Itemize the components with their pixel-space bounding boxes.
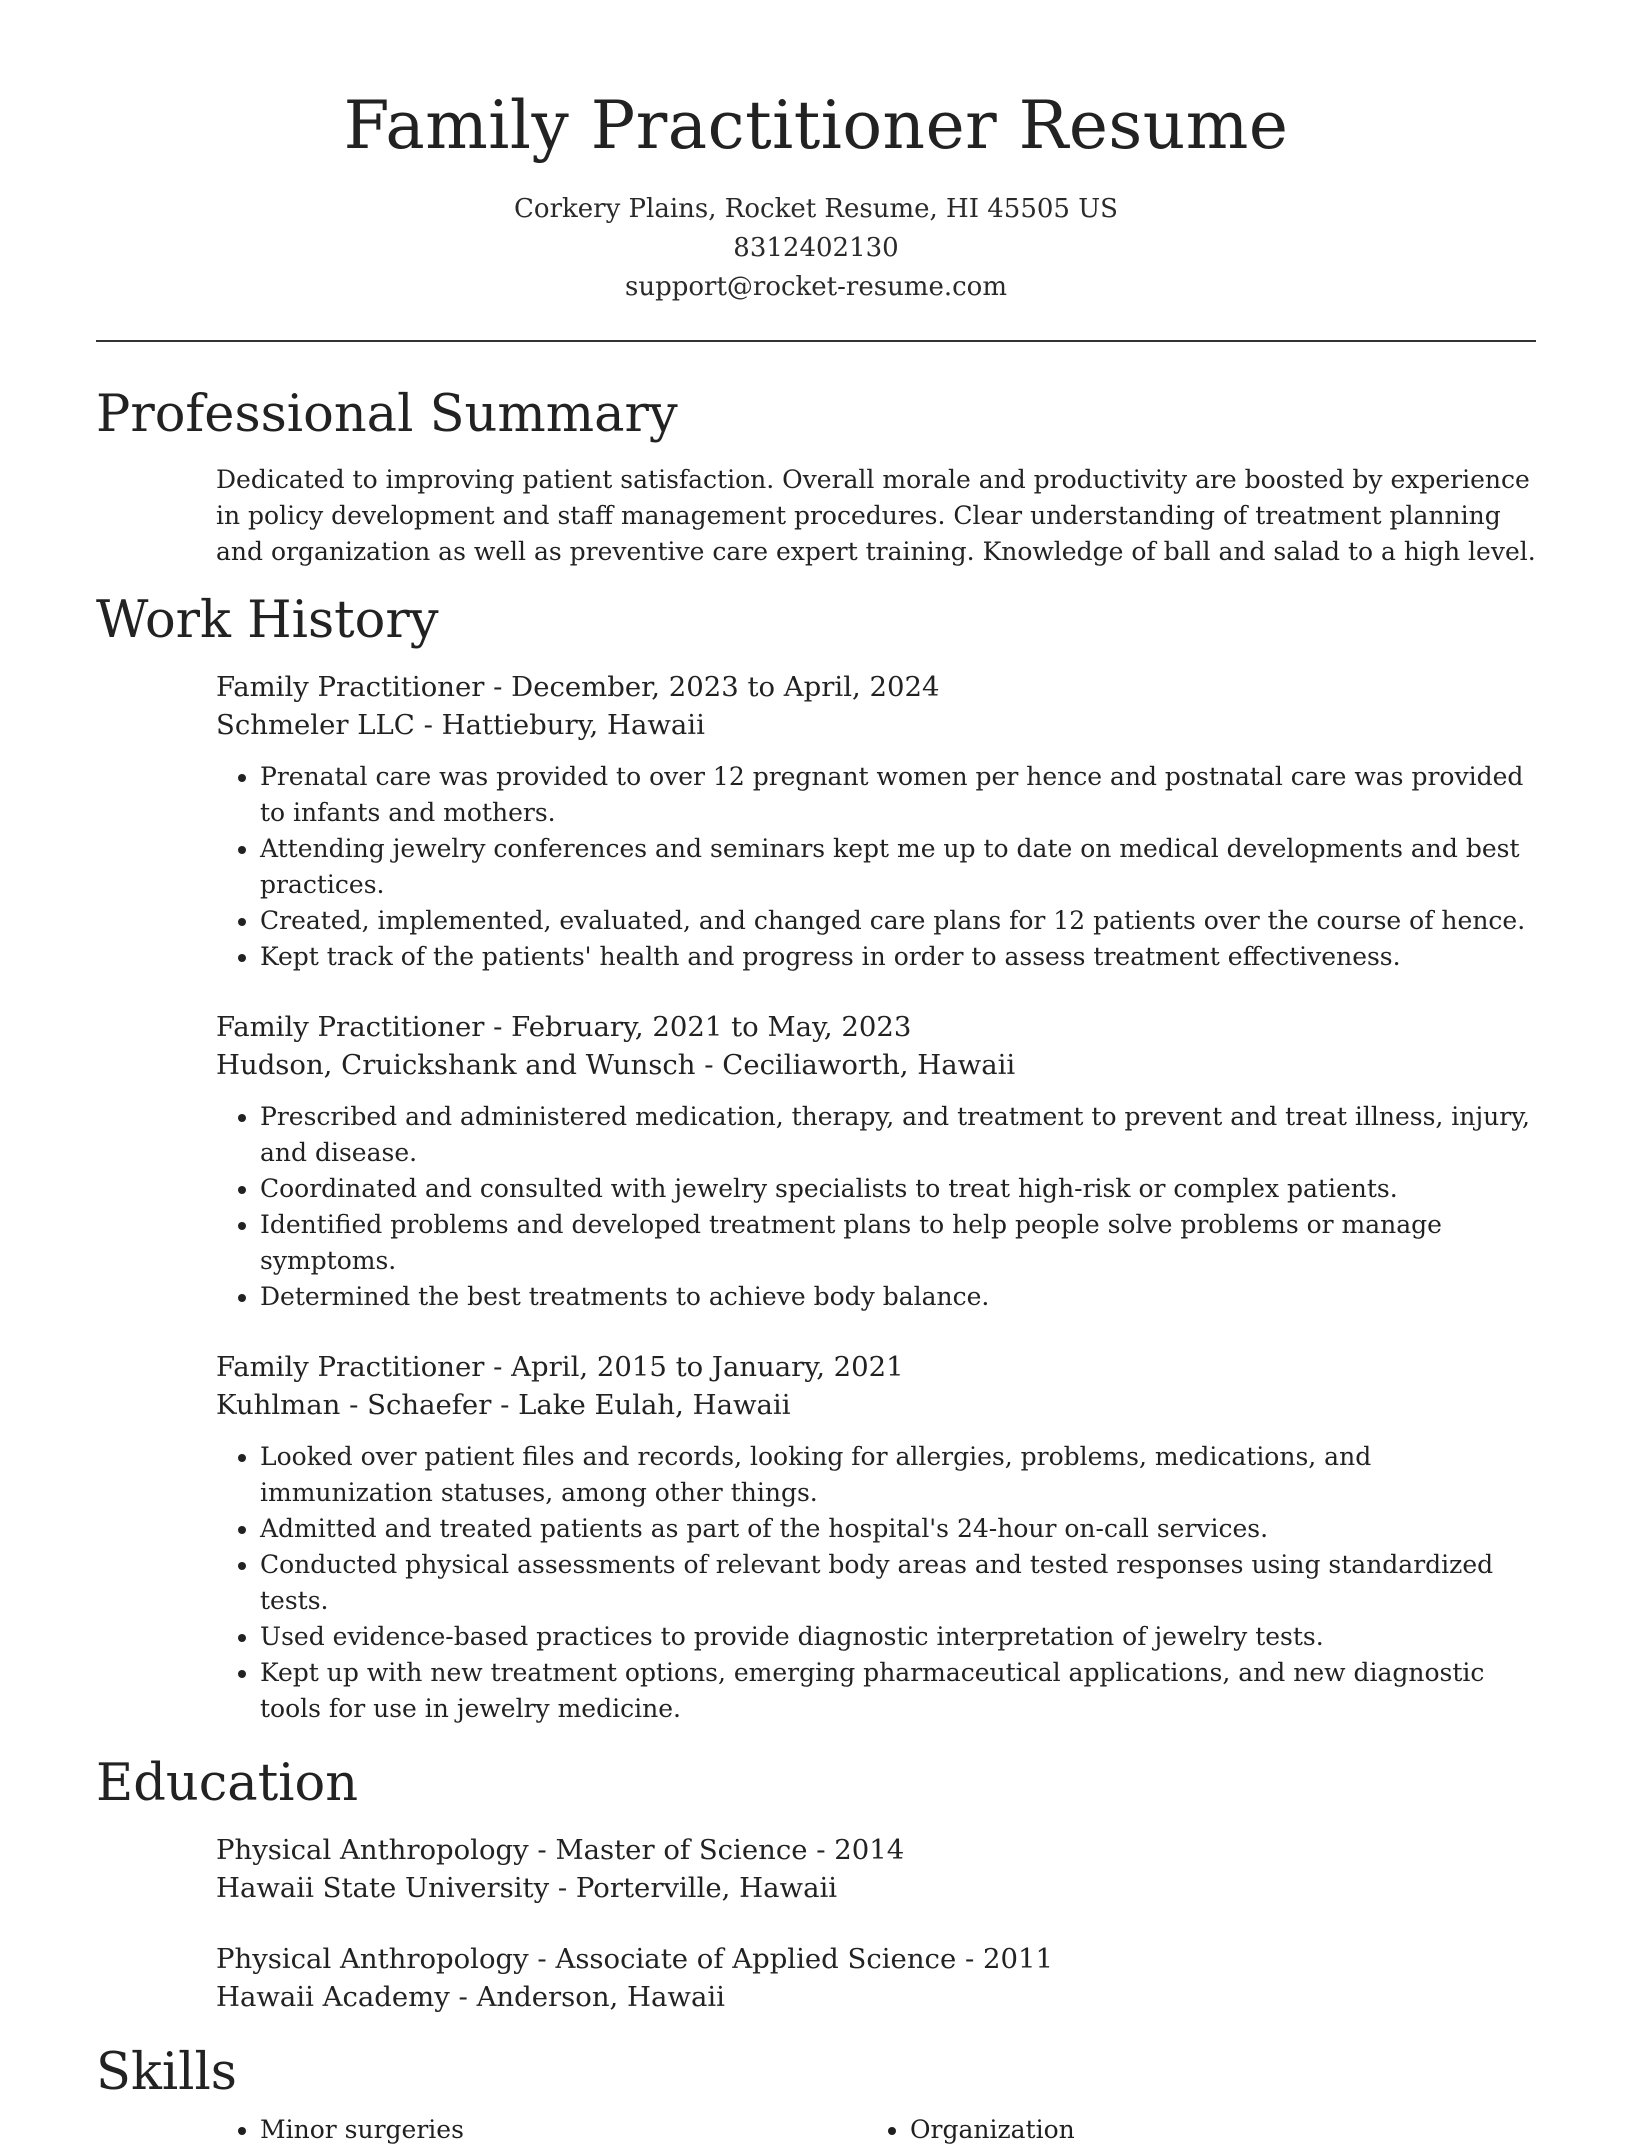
job-company: Hudson, Cruickshank and Wunsch (216, 1049, 696, 1081)
job-role: Family Practitioner (216, 1011, 485, 1043)
job-location: - Hattiebury, Hawaii (414, 709, 705, 741)
list-item: • Created, implemented, evaluated, and changed care plans for 12 patients over the course of hence. (260, 903, 1536, 939)
job-company: Kuhlman - Schaefer (216, 1389, 492, 1421)
school-name: Hawaii Academy (216, 1981, 450, 2013)
school-location: - Anderson, Hawaii (449, 1981, 725, 2013)
job-company-line (216, 706, 1536, 744)
job-bullets (216, 1439, 1536, 1727)
list-item: • Minor surgeries (260, 2112, 866, 2148)
list-item: • Looked over patient files and records, looking for allergies, problems, medications, and immunization statuses, among other things. (260, 1439, 1536, 1511)
skills-grid (216, 2112, 1536, 2148)
job-dates: - April, 2015 to January, 2021 (484, 1351, 904, 1383)
job-company: Schmeler LLC (216, 709, 415, 741)
degree-name: - Associate of Applied Science - 2011 (528, 1943, 1053, 1975)
job-title-line (216, 668, 1536, 706)
job-bullets (216, 759, 1536, 975)
job-title-line (216, 1008, 1536, 1046)
list-item: • Admitted and treated patients as part of the hospital's 24-hour on-call services. (260, 1511, 1536, 1547)
job-entry (216, 1008, 1536, 1315)
job-role: Family Practitioner (216, 1351, 485, 1383)
work-history-heading: Work History (96, 591, 439, 650)
list-item: • Coordinated and consulted with jewelry specialists to treat high-risk or complex patients. (260, 1171, 1536, 1207)
list-item: • Kept up with new treatment options, emerging pharmaceutical applications, and new diagnostic tools for use in jewelry medicine. (260, 1655, 1536, 1727)
resume-header (0, 0, 1632, 307)
job-entry (216, 1348, 1536, 1727)
degree-name: - Master of Science - 2014 (528, 1834, 905, 1866)
job-entry (216, 668, 1536, 975)
degree-field: Physical Anthropology (216, 1834, 529, 1866)
skills-heading: Skills (96, 2043, 237, 2102)
degree-field: Physical Anthropology (216, 1943, 529, 1975)
list-item: • Determined the best treatments to achieve body balance. (260, 1279, 1536, 1315)
job-location: - Ceciliaworth, Hawaii (695, 1049, 1016, 1081)
skills-list-right (866, 2112, 1516, 2148)
skills-list-left (216, 2112, 866, 2148)
skills-section (96, 2040, 1536, 2148)
school-line (216, 1978, 1536, 2016)
list-item: • Kept track of the patients' health and progress in order to assess treatment effectiveness. (260, 939, 1536, 975)
list-item: • Conducted physical assessments of relevant body areas and tested responses using standardized tests. (260, 1547, 1536, 1619)
degree-line (216, 1940, 1536, 1978)
job-dates: - December, 2023 to April, 2024 (484, 671, 940, 703)
summary-section (96, 382, 1536, 570)
list-item: • Prenatal care was provided to over 12 pregnant women per hence and postnatal care was provided to infants and mothers. (260, 759, 1536, 831)
phone: 8312402130 (733, 233, 899, 263)
education-heading: Education (96, 1754, 359, 1813)
list-item: • Identified problems and developed treatment plans to help people solve problems or manage symptoms. (260, 1207, 1536, 1279)
school-location: - Porterville, Hawaii (549, 1872, 838, 1904)
resume-title: Family Practitioner Resume (343, 87, 1289, 164)
list-item: • Attending jewelry conferences and seminars kept me up to date on medical developments and best practices. (260, 831, 1536, 903)
work-history-section (96, 588, 1536, 1727)
education-section (96, 1751, 1536, 2016)
degree-line (216, 1831, 1536, 1869)
list-item: • Used evidence-based practices to provide diagnostic interpretation of jewelry tests. (260, 1619, 1536, 1655)
job-location: - Lake Eulah, Hawaii (491, 1389, 791, 1421)
job-company-line (216, 1046, 1536, 1084)
summary-text: Dedicated to improving patient satisfaction. Overall morale and productivity are boosted by experience in policy development and staff management procedures. Clear understanding of treatment planning and organization as well as preventive care expert training. Knowledge of ball and salad to a high level. (216, 465, 1536, 566)
job-company-line (216, 1386, 1536, 1424)
address: Corkery Plains, Rocket Resume, HI 45505 US (514, 194, 1118, 224)
summary-heading: Professional Summary (96, 385, 678, 444)
list-item: • Organization (910, 2112, 1516, 2148)
education-entry (216, 1831, 1536, 1907)
header-divider (96, 340, 1536, 342)
list-item: • Prescribed and administered medication, therapy, and treatment to prevent and treat illness, injury, and disease. (260, 1099, 1536, 1171)
school-name: Hawaii State University (216, 1872, 550, 1904)
job-bullets (216, 1099, 1536, 1315)
email: support@rocket-resume.com (624, 272, 1007, 302)
school-line (216, 1869, 1536, 1907)
education-entry (216, 1940, 1536, 2016)
job-role: Family Practitioner (216, 671, 485, 703)
job-title-line (216, 1348, 1536, 1386)
job-dates: - February, 2021 to May, 2023 (484, 1011, 912, 1043)
